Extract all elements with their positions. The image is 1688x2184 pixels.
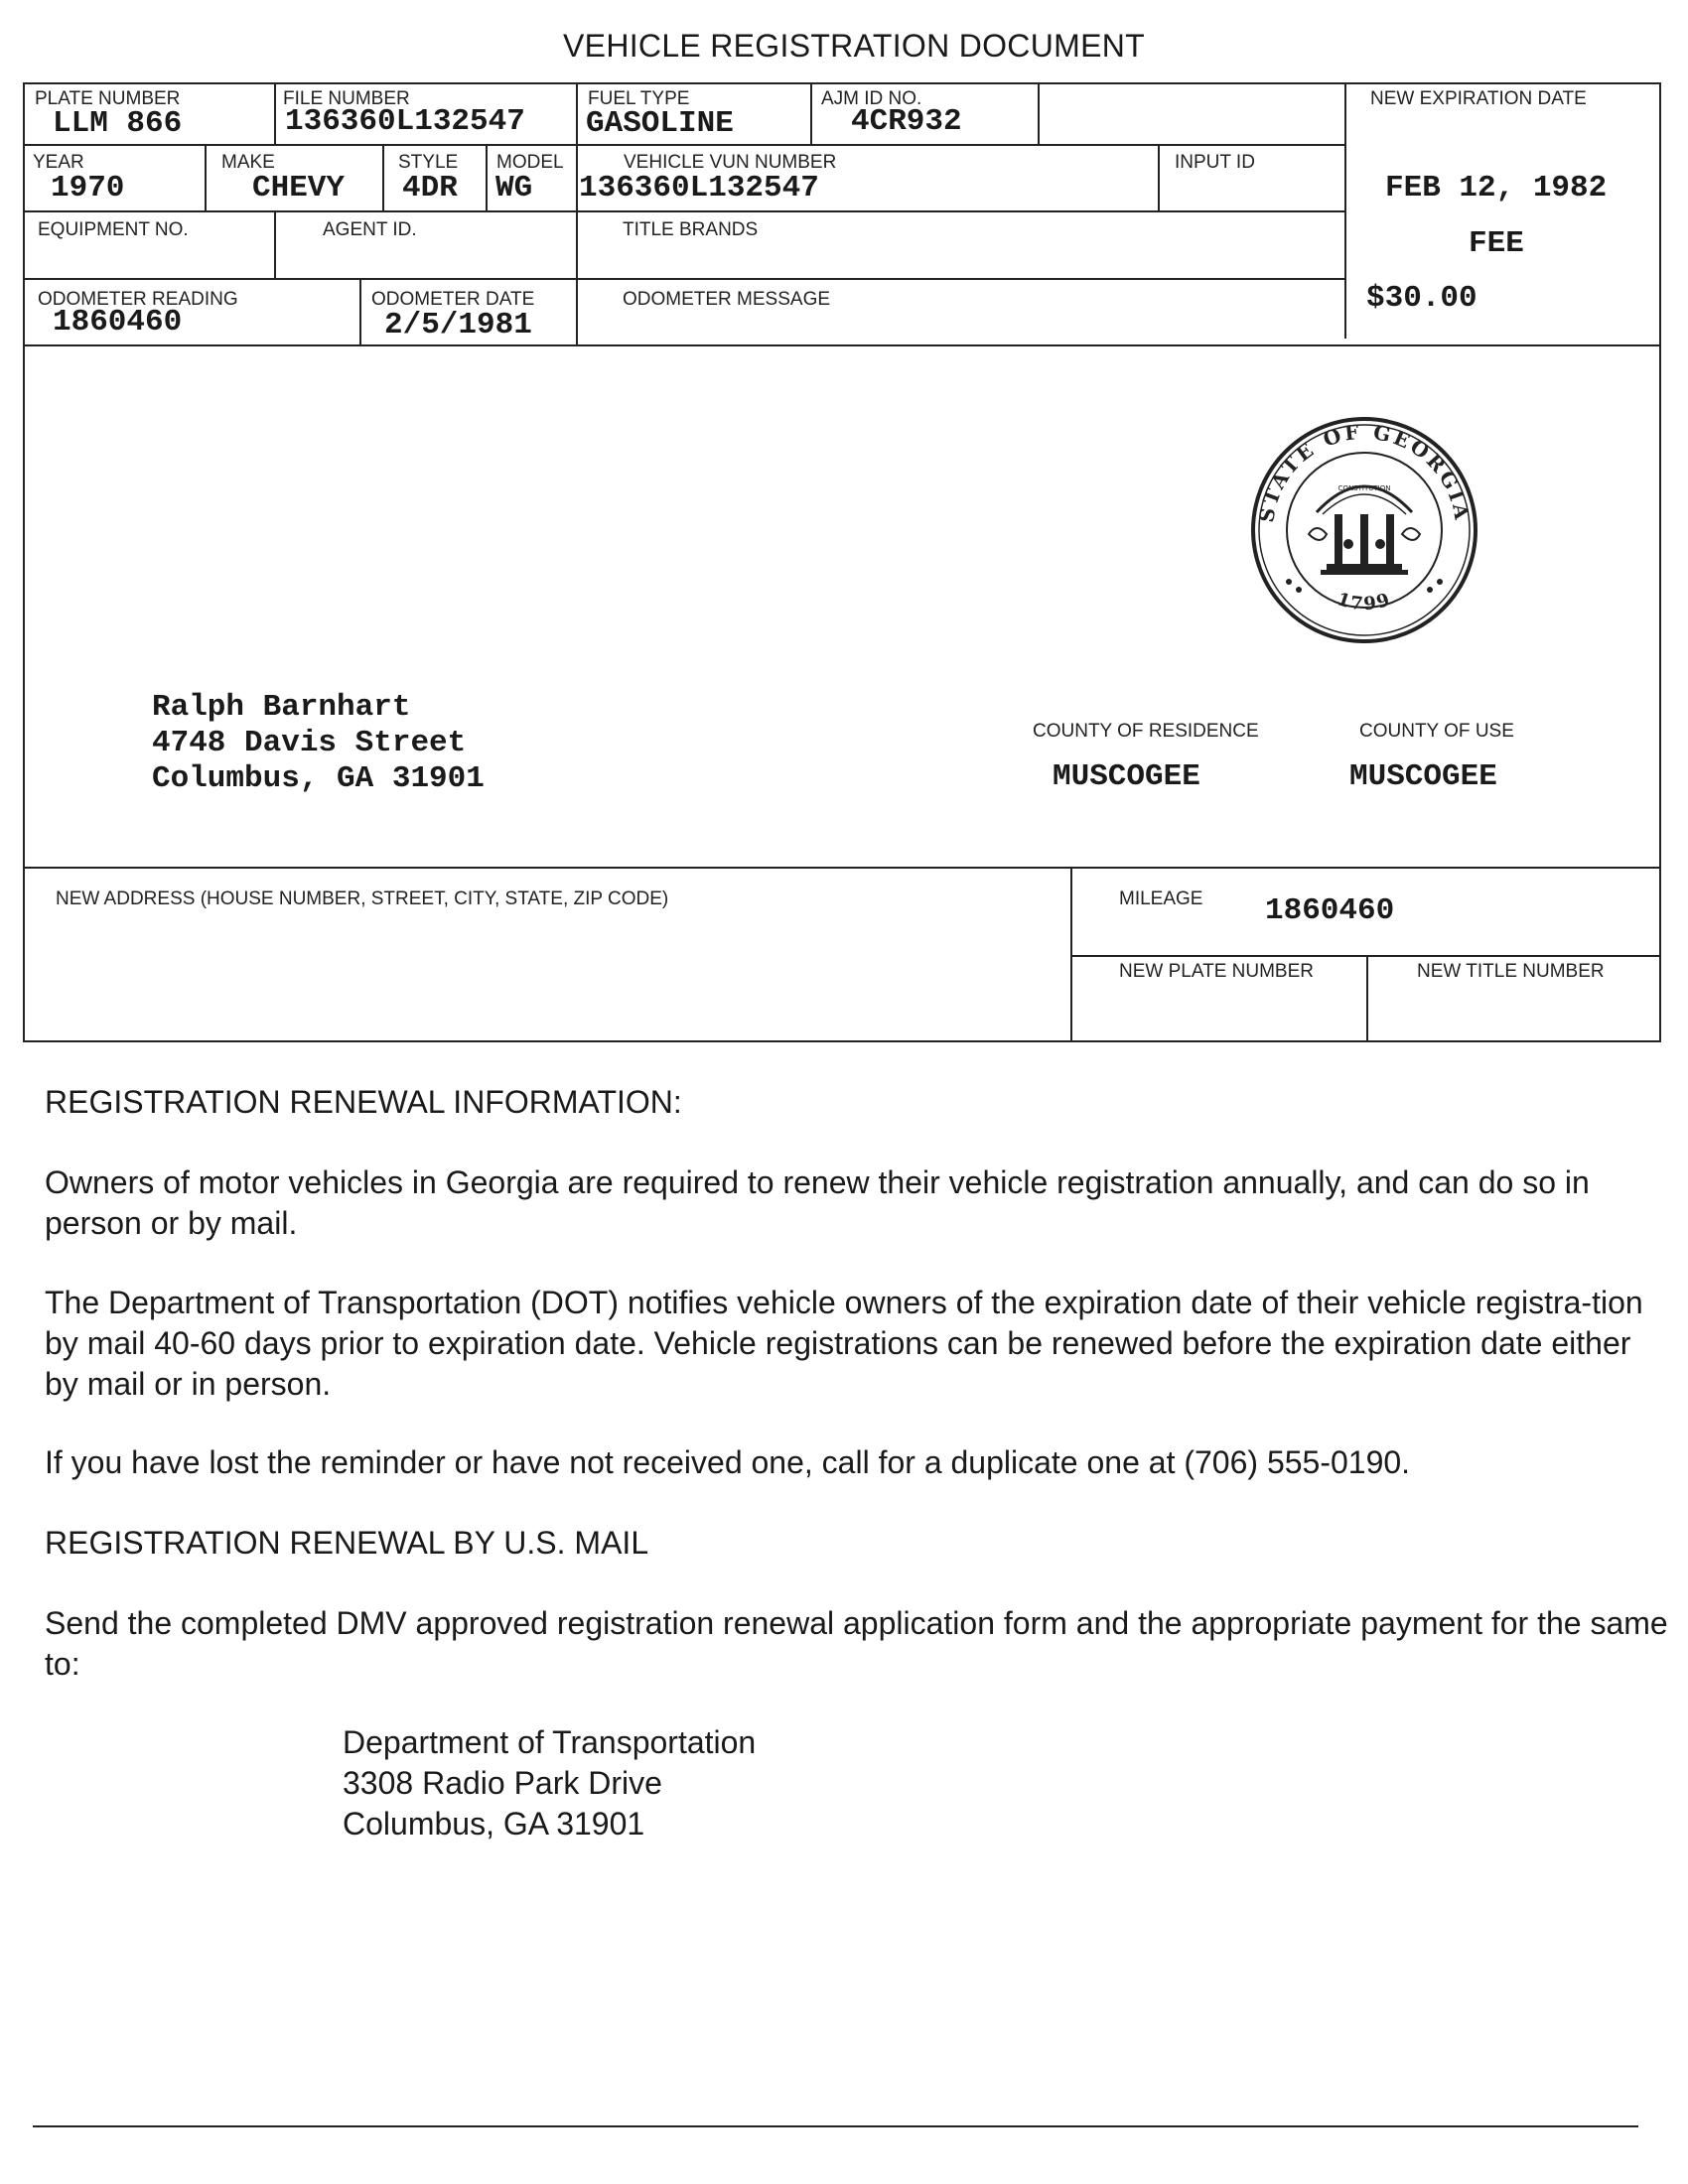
mileage-value: 1860460 [1265,893,1395,928]
owner-name: Ralph Barnhart [152,690,411,725]
new-expiration-date-label: NEW EXPIRATION DATE [1370,88,1587,109]
model-label: MODEL [496,152,564,173]
fee-value: $30.00 [1366,281,1477,316]
plate-number-value: LLM 866 [53,106,183,141]
col-divider [810,84,812,144]
model-value: WG [495,171,533,205]
col-divider [1070,867,1072,1042]
odometer-reading-value: 1860460 [53,305,183,340]
mileage-label: MILEAGE [1119,888,1203,909]
col-divider [274,210,276,278]
renewal-info-heading: REGISTRATION RENEWAL INFORMATION: [45,1084,682,1120]
ajm-id-value: 4CR932 [851,104,962,139]
equipment-no-label: EQUIPMENT NO. [38,219,189,240]
ajm-id-label: AJM ID NO. [821,88,922,109]
file-number-label: FILE NUMBER [283,88,410,109]
owner-street: 4748 Davis Street [152,726,467,760]
col-divider [359,278,361,344]
seal-banner: CONSTITUTION [1337,484,1391,492]
fee-label: FEE [1469,226,1524,261]
col-divider [576,210,578,278]
renewal-info-paragraph-3: If you have lost the reminder or have not received one, call for a duplicate one at (706) 555-0190. [45,1444,1411,1480]
style-value: 4DR [402,171,458,205]
footer-rule [33,2125,1638,2127]
new-title-number-label: NEW TITLE NUMBER [1417,961,1605,982]
county-of-residence-value: MUSCOGEE [1053,759,1200,794]
col-divider [274,84,276,144]
owner-city-state-zip: Columbus, GA 31901 [152,761,485,796]
make-label: MAKE [221,152,275,173]
seal-top-text: STATE OF GEORGIA [1254,419,1475,524]
county-of-residence-label: COUNTY OF RESIDENCE [1033,721,1259,742]
odometer-date-label: ODOMETER DATE [371,289,535,310]
col-divider [486,144,488,210]
svg-text:STATE OF GEORGIA [1254,420,1475,524]
county-of-use-label: COUNTY OF USE [1359,721,1514,742]
new-expiration-date-value: FEB 12, 1982 [1385,171,1608,205]
odometer-reading-label: ODOMETER READING [38,289,238,310]
col-divider [576,144,578,210]
col-divider [205,144,207,210]
seal-year: 1799 [1335,589,1394,615]
state-of-georgia-seal [1249,415,1479,645]
make-value: CHEVY [252,171,346,205]
dot-city: Columbus, GA 31901 [343,1806,645,1842]
row-divider [25,144,1344,146]
odometer-date-value: 2/5/1981 [384,308,532,342]
fuel-type-label: FUEL TYPE [588,88,690,109]
row-divider [25,867,1659,869]
dot-street: 3308 Radio Park Drive [343,1765,662,1801]
col-divider [576,84,578,144]
dot-name: Department of Transportation [343,1724,757,1760]
row-divider [25,344,1659,346]
owner-address-block [152,690,485,797]
county-of-use-value: MUSCOGEE [1349,759,1497,794]
col-divider [1158,144,1160,210]
new-plate-number-label: NEW PLATE NUMBER [1119,961,1315,982]
row-divider [1070,955,1659,957]
renewal-info-paragraph-4: Send the completed DMV approved registration renewal application form and the appropriate payment for the same to: [45,1605,1668,1682]
input-id-label: INPUT ID [1175,152,1255,173]
col-divider [576,278,578,344]
new-address-label: NEW ADDRESS (HOUSE NUMBER, STREET, CITY, STATE, ZIP CODE) [56,888,669,909]
row-divider [25,210,1344,212]
agent-id-label: AGENT ID. [323,219,417,240]
vehicle-vun-number-value: 136360L132547 [579,171,819,205]
renewal-info-paragraph-1: Owners of motor vehicles in Georgia are required to renew their vehicle registration annually, and can do so in person or by mail. [45,1164,1590,1241]
col-divider [1038,84,1040,144]
odometer-message-label: ODOMETER MESSAGE [623,289,831,310]
svg-text:1799 [1335,589,1394,614]
row-divider [25,278,1344,280]
fuel-type-value: GASOLINE [586,106,734,141]
col-divider [1366,955,1368,1042]
renewal-info-paragraph-2: The Department of Transportation (DOT) notifies vehicle owners of the expiration date of their vehicle registra-tion by mail 40-60 days prior to expiration date. Vehicle registrations can be renewed before the expiration date either by mail or in person. [45,1285,1643,1402]
col-divider [382,144,384,210]
document-title: VEHICLE REGISTRATION DOCUMENT [563,28,1145,64]
dot-mailing-address [343,1722,1236,1844]
year-value: 1970 [51,171,125,205]
plate-number-label: PLATE NUMBER [35,88,181,109]
mail-renewal-heading: REGISTRATION RENEWAL BY U.S. MAIL [45,1525,649,1561]
col-divider [1344,84,1346,339]
file-number-value: 136360L132547 [285,104,525,139]
title-brands-label: TITLE BRANDS [623,219,759,240]
vehicle-vun-number-label: VEHICLE VUN NUMBER [624,152,837,173]
year-label: YEAR [33,152,84,173]
style-label: STYLE [398,152,459,173]
